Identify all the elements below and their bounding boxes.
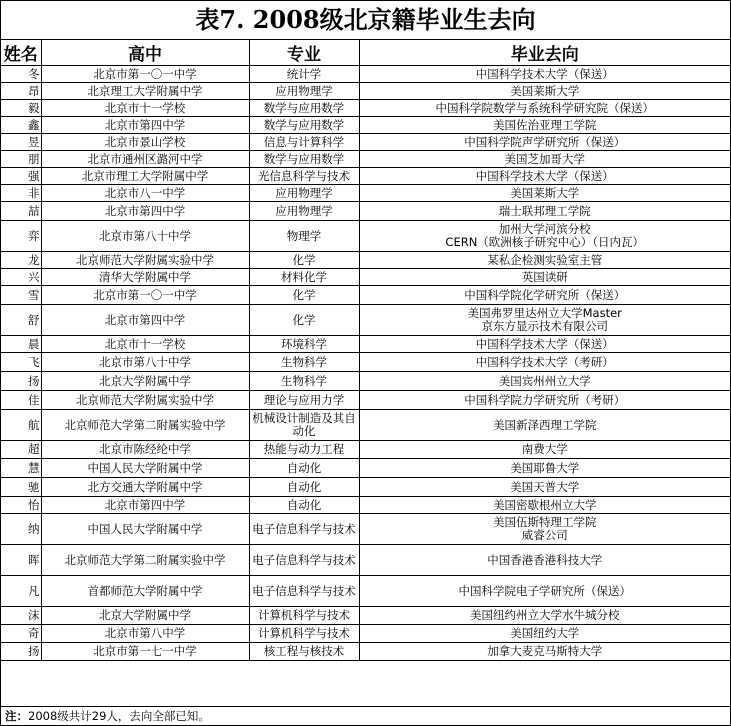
- cell-name: 晖: [1, 545, 41, 576]
- table-row: [1, 134, 730, 151]
- cell-destination: [359, 643, 730, 661]
- cell-school: 北京市通州区潞河中学: [41, 151, 249, 168]
- cell-major: 应用物理学: [249, 83, 359, 100]
- destination-line: 美国宾州州立大学: [498, 373, 591, 388]
- cell-school: 首都师范大学附属中学: [41, 576, 249, 607]
- header-school: 高中: [41, 40, 249, 66]
- table-row: [1, 221, 730, 252]
- destination-line: 美国新泽西理工学院: [493, 417, 597, 432]
- cell-name: 沫: [1, 607, 41, 625]
- table-row: [1, 286, 730, 305]
- cell-school: 北京市陈经纶中学: [41, 441, 249, 459]
- cell-school: 北京市第四中学: [41, 117, 249, 134]
- header-destination: 毕业去向: [359, 40, 730, 66]
- cell-school: 中国人民大学附属中学: [41, 514, 249, 545]
- cell-destination: [359, 151, 730, 168]
- cell-school: 北京大学附属中学: [41, 607, 249, 625]
- destination-line: 美国莱斯大学: [510, 83, 580, 98]
- cell-name: 驰: [1, 478, 41, 497]
- cell-name: 兴: [1, 269, 41, 286]
- cell-destination: [359, 221, 730, 252]
- table-row: [1, 151, 730, 168]
- header-row: [1, 40, 730, 66]
- cell-school: 北京市第四中学: [41, 497, 249, 514]
- destination-line: 京东方显示技术有限公司: [481, 319, 608, 333]
- cell-destination: [359, 83, 730, 100]
- cell-name: 非: [1, 185, 41, 202]
- cell-name: 喆: [1, 202, 41, 221]
- cell-major: 应用物理学: [249, 202, 359, 221]
- cell-school: 北京市第四中学: [41, 305, 249, 336]
- table-row: [1, 83, 730, 100]
- graduate-table: [1, 40, 730, 661]
- cell-major: 材料化学: [249, 269, 359, 286]
- cell-name: 昂: [1, 83, 41, 100]
- cell-school: 北京市十一学校: [41, 100, 249, 117]
- table-row: [1, 441, 730, 459]
- table-body: [1, 66, 730, 661]
- cell-major: 电子信息科学与技术: [249, 545, 359, 576]
- cell-major: 计算机科学与技术: [249, 607, 359, 625]
- cell-major: 化学: [249, 305, 359, 336]
- cell-destination: [359, 545, 730, 576]
- cell-school: 北京大学附属中学: [41, 372, 249, 391]
- cell-name: 航: [1, 410, 41, 441]
- cell-major: 物理学: [249, 221, 359, 252]
- cell-name: 扬: [1, 372, 41, 391]
- destination-line: 某私企检测实验室主管: [487, 252, 603, 267]
- footnote-label: 注：: [5, 709, 28, 723]
- cell-destination: [359, 607, 730, 625]
- cell-major: 自动化: [249, 497, 359, 514]
- cell-name: 怡: [1, 497, 41, 514]
- cell-destination: [359, 478, 730, 497]
- destination-line: 美国纽约州立大学水牛城分校: [470, 608, 620, 622]
- table-title: 表7. 2008级北京籍毕业生去向: [1, 1, 730, 40]
- cell-school: 北京市第四中学: [41, 202, 249, 221]
- cell-major: 热能与动力工程: [249, 441, 359, 459]
- cell-school: 清华大学附属中学: [41, 269, 249, 286]
- table-row: [1, 607, 730, 625]
- destination-line: 中国香港香港科技大学: [487, 552, 603, 567]
- cell-destination: [359, 252, 730, 269]
- cell-name: 凡: [1, 576, 41, 607]
- cell-destination: [359, 514, 730, 545]
- cell-destination: [359, 202, 730, 221]
- footnote-text: 2008级共计29人，去向全部已知。: [28, 709, 210, 723]
- cell-name: 奇: [1, 625, 41, 643]
- cell-major: 核工程与核技术: [249, 643, 359, 661]
- cell-destination: [359, 625, 730, 643]
- cell-school: 北京师范大学附属实验中学: [41, 252, 249, 269]
- cell-major: 化学: [249, 286, 359, 305]
- footnote: [1, 706, 730, 725]
- destination-line: 美国天普大学: [510, 479, 580, 494]
- cell-destination: [359, 134, 730, 151]
- cell-name: 慧: [1, 459, 41, 478]
- cell-destination: [359, 66, 730, 83]
- destination-line: 威睿公司: [521, 528, 568, 542]
- cell-name: 纳: [1, 514, 41, 545]
- cell-destination: [359, 336, 730, 353]
- cell-destination: [359, 185, 730, 202]
- cell-destination: [359, 497, 730, 514]
- destination-line: 加拿大麦克马斯特大学: [487, 644, 603, 658]
- cell-major: 信息与计算科学: [249, 134, 359, 151]
- destination-line: 中国科学技术大学（保送）: [475, 168, 614, 183]
- cell-destination: [359, 372, 730, 391]
- cell-school: 北京市第一〇一中学: [41, 286, 249, 305]
- destination-line: 中国科学技术大学（保送）: [475, 66, 614, 81]
- cell-school: 北京市理工大学附属中学: [41, 168, 249, 185]
- cell-major: 理论与应用力学: [249, 391, 359, 410]
- destination-line: 美国芝加哥大学: [504, 151, 585, 166]
- table-row: [1, 372, 730, 391]
- cell-major: 数学与应用数学: [249, 117, 359, 134]
- cell-destination: [359, 168, 730, 185]
- cell-destination: [359, 459, 730, 478]
- table-row: [1, 66, 730, 83]
- table-row: [1, 643, 730, 661]
- destination-line: 中国科学院数学与系统科学研究院（保送）: [435, 100, 654, 115]
- cell-destination: [359, 286, 730, 305]
- table-row: [1, 497, 730, 514]
- cell-name: 超: [1, 441, 41, 459]
- cell-major: 数学与应用数学: [249, 151, 359, 168]
- table-row: [1, 202, 730, 221]
- destination-line: 中国科学院电子学研究所（保送）: [458, 583, 631, 598]
- cell-major: 数学与应用数学: [249, 100, 359, 117]
- destination-line: 南费大学: [521, 442, 568, 456]
- cell-name: 雪: [1, 286, 41, 305]
- cell-name: 鑫: [1, 117, 41, 134]
- destination-line: 中国科学技术大学（考研）: [475, 354, 614, 369]
- cell-name: 扬: [1, 643, 41, 661]
- table-row: [1, 478, 730, 497]
- cell-school: 北京市第一七一中学: [41, 643, 249, 661]
- cell-school: 北京理工大学附属中学: [41, 83, 249, 100]
- table-row: [1, 459, 730, 478]
- cell-major: 生物科学: [249, 353, 359, 372]
- cell-name: 舒: [1, 305, 41, 336]
- cell-destination: [359, 269, 730, 286]
- table-row: [1, 269, 730, 286]
- cell-school: 北京市第八十中学: [41, 221, 249, 252]
- destination-line: 美国耶鲁大学: [510, 460, 580, 475]
- cell-major: 计算机科学与技术: [249, 625, 359, 643]
- table-row: [1, 117, 730, 134]
- destination-line: 瑞士联邦理工学院: [498, 203, 591, 218]
- cell-school: 北京市第八中学: [41, 625, 249, 643]
- cell-major: 生物科学: [249, 372, 359, 391]
- destination-line: CERN（欧洲核子研究中心）（日内瓦）: [445, 235, 645, 249]
- destination-line: 中国科学院力学研究所（考研）: [464, 392, 626, 407]
- cell-major: 环境科学: [249, 336, 359, 353]
- cell-school: 北京市第八十中学: [41, 353, 249, 372]
- cell-school: 北京师范大学第二附属实验中学: [41, 410, 249, 441]
- cell-school: 北京市景山学校: [41, 134, 249, 151]
- cell-school: 北京市八一中学: [41, 185, 249, 202]
- cell-destination: [359, 117, 730, 134]
- cell-school: 北京市十一学校: [41, 336, 249, 353]
- cell-major: 自动化: [249, 478, 359, 497]
- cell-major: 光信息科学与技术: [249, 168, 359, 185]
- cell-name: 弈: [1, 221, 41, 252]
- table-row: [1, 185, 730, 202]
- cell-school: 北京师范大学第二附属实验中学: [41, 545, 249, 576]
- cell-destination: [359, 305, 730, 336]
- cell-destination: [359, 576, 730, 607]
- cell-destination: [359, 410, 730, 441]
- destination-line: 美国伍斯特理工学院: [493, 515, 597, 529]
- table-row: [1, 100, 730, 117]
- destination-line: 中国科学技术大学（保送）: [475, 336, 614, 351]
- table-row: [1, 252, 730, 269]
- cell-name: 佳: [1, 391, 41, 410]
- table-row: [1, 353, 730, 372]
- destination-line: 英国读研: [521, 269, 568, 284]
- destination-line: 中国科学院化学研究所（保送）: [464, 287, 626, 302]
- table-row: [1, 410, 730, 441]
- cell-destination: [359, 100, 730, 117]
- cell-school: 北京市第一〇一中学: [41, 66, 249, 83]
- cell-name: 昱: [1, 134, 41, 151]
- table-row: [1, 168, 730, 185]
- header-major: 专业: [249, 40, 359, 66]
- table-row: [1, 625, 730, 643]
- cell-major: 应用物理学: [249, 185, 359, 202]
- table-row: [1, 336, 730, 353]
- cell-name: 冬: [1, 66, 41, 83]
- cell-name: 毅: [1, 100, 41, 117]
- cell-name: 飞: [1, 353, 41, 372]
- table-row: [1, 305, 730, 336]
- cell-school: 北方交通大学附属中学: [41, 478, 249, 497]
- cell-name: 强: [1, 168, 41, 185]
- header-name: 姓名: [1, 40, 41, 66]
- cell-name: 朋: [1, 151, 41, 168]
- cell-name: 晨: [1, 336, 41, 353]
- cell-destination: [359, 353, 730, 372]
- cell-major: 统计学: [249, 66, 359, 83]
- cell-major: 机械设计制造及其自动化: [249, 410, 359, 441]
- table-row: [1, 514, 730, 545]
- destination-line: 美国纽约大学: [510, 626, 580, 640]
- destination-line: 美国弗罗里达州立大学Master: [467, 306, 622, 320]
- destination-line: 美国莱斯大学: [510, 185, 580, 200]
- destination-line: 中国科学院声学研究所（保送）: [464, 134, 626, 149]
- cell-school: 中国人民大学附属中学: [41, 459, 249, 478]
- destination-line: 美国佐治亚理工学院: [493, 117, 597, 132]
- cell-destination: [359, 441, 730, 459]
- destination-line: 加州大学河滨分校: [498, 222, 591, 236]
- cell-major: 电子信息科学与技术: [249, 514, 359, 545]
- cell-school: 北京师范大学附属实验中学: [41, 391, 249, 410]
- cell-major: 电子信息科学与技术: [249, 576, 359, 607]
- table-row: [1, 391, 730, 410]
- cell-major: 自动化: [249, 459, 359, 478]
- cell-name: 龙: [1, 252, 41, 269]
- table-row: [1, 576, 730, 607]
- table-row: [1, 545, 730, 576]
- cell-destination: [359, 391, 730, 410]
- cell-major: 化学: [249, 252, 359, 269]
- destination-line: 美国密歇根州立大学: [493, 497, 597, 512]
